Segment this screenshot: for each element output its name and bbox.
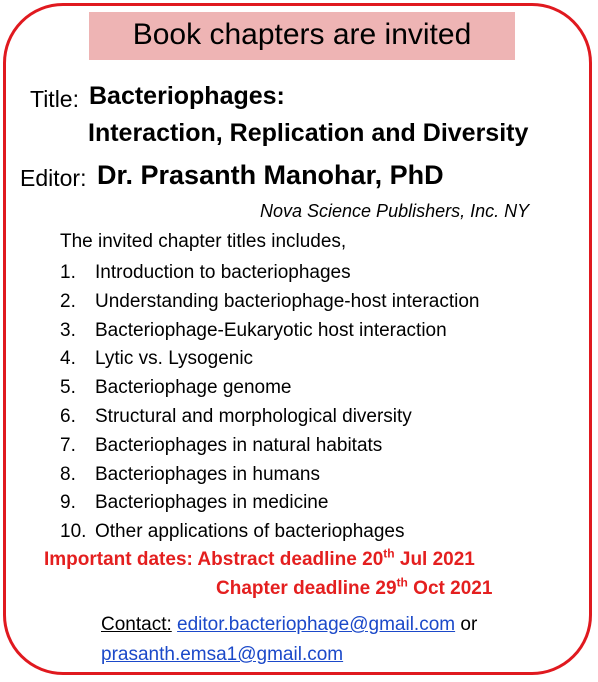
contact-line	[101, 614, 477, 636]
editor-label: Editor:	[20, 165, 87, 191]
editor-name: Dr. Prasanth Manohar, PhD	[97, 160, 444, 190]
chapter-number: 8.	[60, 463, 76, 485]
abstract-deadline-text: Important dates: Abstract deadline 20	[44, 549, 384, 570]
chapter-number: 4.	[60, 348, 76, 370]
chapters-intro: The invited chapter titles includes,	[60, 231, 347, 252]
banner-heading: Book chapters are invited	[89, 12, 515, 60]
book-title-line1: Bacteriophages:	[89, 82, 285, 110]
chapter-list	[60, 259, 479, 547]
chapter-number: 6.	[60, 405, 76, 427]
list-item	[60, 403, 479, 432]
list-item	[60, 489, 479, 518]
list-item	[60, 288, 479, 317]
list-item	[60, 461, 479, 490]
list-item	[60, 259, 479, 288]
publisher: Nova Science Publishers, Inc. NY	[260, 201, 530, 221]
list-item	[60, 345, 479, 374]
chapter-title: Bacteriophage genome	[95, 377, 292, 399]
list-item	[60, 374, 479, 403]
chapter-number: 2.	[60, 290, 76, 312]
list-item	[60, 432, 479, 461]
book-title-line2: Interaction, Replication and Diversity	[88, 119, 529, 147]
list-item	[60, 518, 479, 547]
abstract-deadline-month: Jul 2021	[394, 549, 475, 570]
secondary-email-link[interactable]: prasanth.emsa1@gmail.com	[101, 644, 344, 665]
chapter-title: Bacteriophages in humans	[95, 463, 320, 485]
chapter-deadline	[216, 575, 493, 600]
secondary-contact-line	[101, 644, 343, 666]
chapter-title: Bacteriophages in medicine	[95, 492, 329, 514]
title-label: Title:	[30, 86, 79, 112]
chapter-deadline-suffix: th	[396, 575, 408, 590]
abstract-deadline-suffix: th	[383, 546, 395, 561]
contact-or: or	[455, 614, 478, 635]
chapter-deadline-month: Oct 2021	[407, 578, 493, 599]
chapter-title: Bacteriophages in natural habitats	[95, 434, 383, 456]
chapter-number: 9.	[60, 492, 76, 514]
chapter-title: Other applications of bacteriophages	[95, 521, 405, 543]
chapter-number: 10.	[60, 521, 87, 543]
chapter-title: Bacteriophage-Eukaryotic host interaction	[95, 319, 447, 341]
chapter-title: Introduction to bacteriophages	[95, 262, 351, 283]
list-item	[60, 317, 479, 346]
contact-label: Contact:	[101, 614, 172, 635]
chapter-deadline-text: Chapter deadline 29	[216, 578, 397, 599]
chapter-title: Lytic vs. Lysogenic	[95, 348, 254, 370]
chapter-title: Understanding bacteriophage-host interaction	[95, 290, 480, 312]
chapter-number: 5.	[60, 377, 76, 399]
editor-email-link[interactable]: editor.bacteriophage@gmail.com	[177, 614, 456, 635]
chapter-number: 1.	[60, 262, 76, 283]
chapter-number: 3.	[60, 319, 76, 341]
chapter-number: 7.	[60, 434, 76, 456]
abstract-deadline	[44, 546, 475, 571]
chapter-title: Structural and morphological diversity	[95, 405, 412, 427]
